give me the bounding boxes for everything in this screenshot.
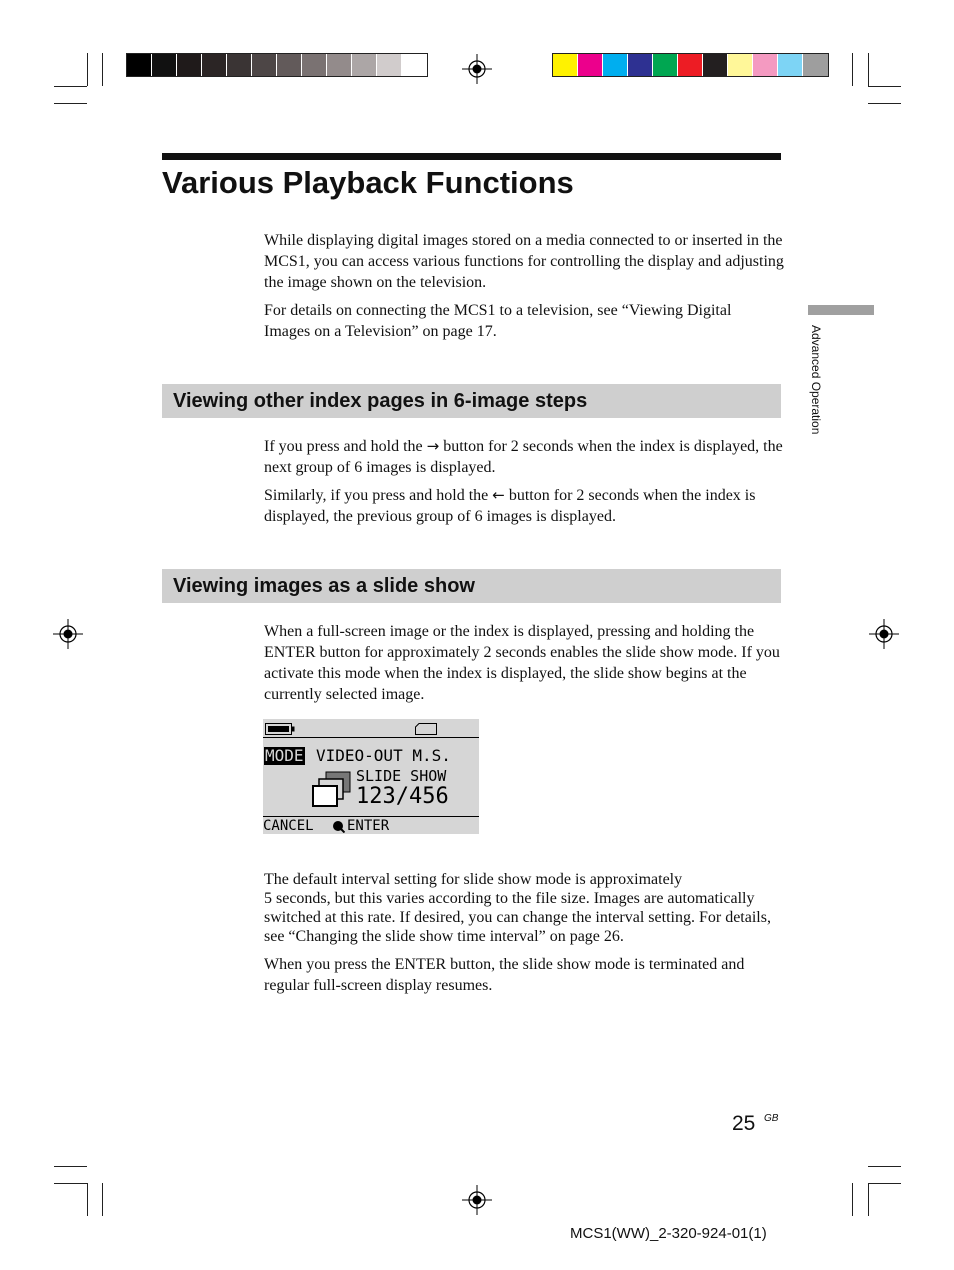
mode-label: MODE [265,746,304,765]
crop-mark [852,53,853,86]
color-swatch [678,54,703,76]
slideshow-icon [312,771,352,809]
color-swatch [202,54,227,76]
enter-label: ENTER [347,818,390,834]
color-swatch [803,54,828,76]
color-swatch [302,54,327,76]
color-swatch [728,54,753,76]
lcd-screen [263,719,479,834]
crop-mark [102,1183,103,1216]
text-segment: button for 2 seconds when the index is displayed, the next group of 6 images is displayed. [264,438,783,476]
color-swatch [553,54,578,76]
color-swatch [753,54,778,76]
color-swatch [252,54,277,76]
color-swatch [152,54,177,76]
cancel-label: CANCEL [263,818,314,834]
color-swatch [778,54,803,76]
crop-mark [102,53,103,86]
text-segment: button for 2 seconds when the index is displayed, the previous group of 6 images is displayed. [264,487,756,525]
section-heading: Viewing images as a slide show [162,569,781,603]
color-swatch [227,54,252,76]
color-swatch [603,54,628,76]
gray-scale-bar [126,53,428,77]
page-title: Various Playback Functions [162,165,574,200]
color-swatch [703,54,728,76]
crop-mark [868,53,869,86]
registration-mark-icon [462,54,492,84]
side-tab-marker [808,305,874,315]
registration-mark-icon [869,619,899,649]
side-tab-label: Advanced Operation [809,325,823,435]
color-swatch [402,54,427,76]
color-swatch [653,54,678,76]
crop-mark [868,103,901,104]
registration-mark-icon [53,619,83,649]
section-paragraph: When you press the ENTER button, the slide show mode is terminated and regular full-screen display resumes. [264,956,745,994]
enter-button-icon [332,820,345,833]
crop-mark [87,1183,88,1216]
crop-mark [868,86,901,87]
color-swatch [377,54,402,76]
crop-mark [868,1183,901,1184]
color-swatch [277,54,302,76]
color-swatch [327,54,352,76]
intro-paragraph: While displaying digital images stored on a media connected to or inserted in the MCS1, you can access various functions for controlling the display and adjusting the image shown on the television. [264,232,784,291]
right-arrow-icon: → [426,437,440,455]
page-suffix: GB [764,1113,779,1124]
slide-show-label: SLIDE SHOW [356,767,447,785]
section-paragraph: When a full-screen image or the index is displayed, pressing and holding the ENTER button for approximately 2 seconds enables the slide show mode. If you activate this mode when the index is displayed, the slide show begins at the currently selected image. [264,623,780,703]
color-swatch [628,54,653,76]
color-swatch [578,54,603,76]
crop-mark [54,103,87,104]
lcd-divider [263,816,479,817]
text-segment: 5 seconds, but this varies according to the file size. Images are automatically switched at this rate. If desired, you can change the interval setting. For details, see “Changing the slide show time interval” on page 26. [264,890,771,945]
image-counter: 123/456 [356,784,449,809]
document-id: MCS1(WW)_2-320-924-01(1) [570,1225,767,1242]
crop-mark [87,53,88,86]
intro-paragraph: For details on connecting the MCS1 to a television, see “Viewing Digital Images on a Television” on page 17. [264,302,732,340]
text-segment: If you press and hold the [264,438,423,455]
left-arrow-icon: ← [492,486,505,504]
crop-mark [54,86,87,87]
crop-mark [868,1166,901,1167]
section-paragraph [264,485,784,527]
registration-mark-icon [462,1185,492,1215]
lcd-divider [263,737,479,738]
crop-mark [54,1183,87,1184]
section-heading: Viewing other index pages in 6-image steps [162,384,781,418]
section-paragraph [264,870,789,946]
lcd-menu-text: VIDEO-OUT M.S. [316,746,451,765]
memory-card-icon [415,723,437,735]
text-segment: Similarly, if you press and hold the [264,487,489,504]
color-swatch [177,54,202,76]
crop-mark [852,1183,853,1216]
crop-mark [868,1183,869,1216]
crop-mark [54,1166,87,1167]
page-number: 25 [732,1112,756,1135]
title-rule [162,153,781,160]
text-line: The default interval setting for slide show mode is approximately [264,871,683,888]
color-swatch [352,54,377,76]
section-paragraph [264,436,784,478]
battery-icon [265,723,295,735]
color-swatch [127,54,152,76]
color-calibration-bar [552,53,829,77]
